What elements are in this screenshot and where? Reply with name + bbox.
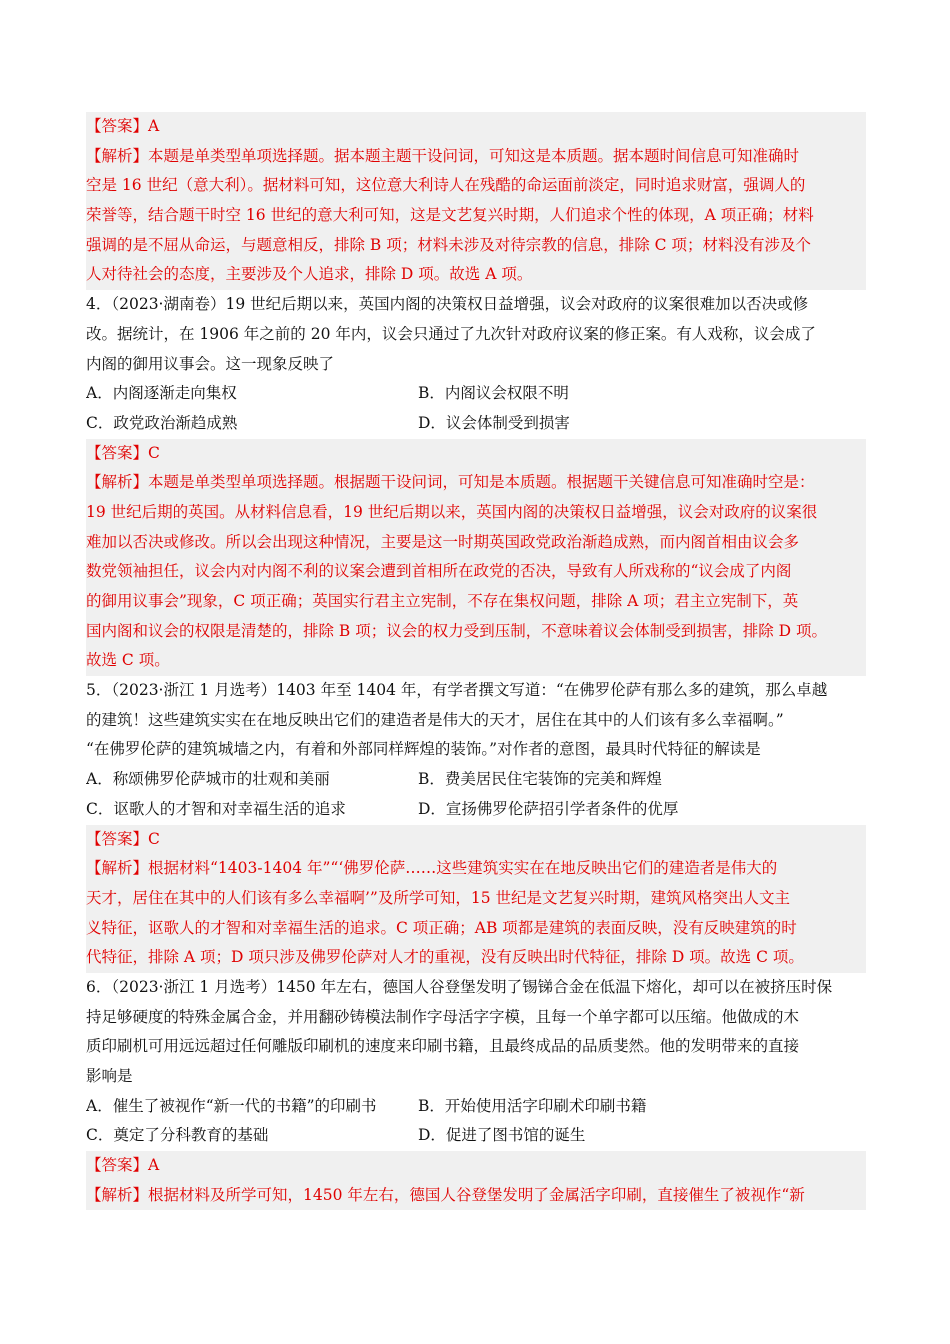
document-page [86,112,866,1210]
q4-analysis-line: 的御用议事会”现象，C 项正确；英国实行君主立宪制，不存在集权问题，排除 A 项；君主立宪制下，英 [86,592,799,610]
q6-option-c: C．奠定了分科教育的基础 [86,1126,269,1145]
q5-analysis-line: 【解析】根据材料“1403-1404 年”“‘佛罗伦萨……这些建筑实实在在地反映出它们的建造者是伟大的 [86,859,778,878]
q6-analysis-line: 【解析】根据材料及所学可知，1450 年左右，德国人谷登堡发明了金属活字印刷，直接催生了被视作“新 [86,1185,805,1204]
q5-answer: 【答案】C [86,829,160,848]
q6-answer-block [86,1151,866,1210]
q4-answer: 【答案】C [86,443,160,462]
q4-analysis-line: 难加以否决或修改。所以会出现这种情况，主要是这一时期英国政党政治渐趋成熟，而内阁首相由议会多 [86,532,800,551]
q6-option-a: A．催生了被视作“新一代的书籍”的印刷书 [86,1096,377,1115]
q3-answer: 【答案】A [86,117,160,135]
q4-analysis-line: 19 世纪后期的英国。从材料信息看，19 世纪后期以来，英国内阁的决策权日益增强，议会对政府的议案很 [86,502,818,521]
q4-options-row [86,379,866,409]
q5-analysis-line: 天才，居住在其中的人们该有多么幸福啊’”及所学可知，15 世纪是文艺复兴时期，建筑风格突出人文主 [86,888,791,907]
q5-option-d: D．宣扬佛罗伦萨招引学者条件的优厚 [418,799,679,818]
q4-analysis-line: 【解析】本题是单类型单项选择题。根据题干设问词，可知是本质题。根据题干关键信息可知准确时空是： [86,473,815,492]
q5-answer-block [86,825,866,973]
q6-stem [86,973,866,1092]
q6-options-row [86,1121,866,1151]
q6-option-d: D．促进了图书馆的诞生 [418,1126,586,1145]
q5-option-c: C．讴歌人的才智和对幸福生活的追求 [86,799,346,818]
q4-stem-line: 内阁的御用议事会。这一现象反映了 [86,354,335,373]
q6-options-row [86,1092,866,1122]
q5-option-b: B．费美居民住宅装饰的完美和辉煌 [418,770,662,789]
q4-stem-line: 改。据统计，在 1906 年之前的 20 年内，议会只通过了九次针对政府议案的修正案。有人戏称，议会成了 [86,324,816,343]
q5-option-a: A．称颂佛罗伦萨城市的壮观和美丽 [86,770,330,789]
q4-stem [86,290,866,379]
q6-stem-line: 持足够硬度的特殊金属合金，并用翻砂铸模法制作字母活字字模，且每一个单字都可以压缩。他做成的木 [86,1007,800,1026]
q6-option-b: B．开始使用活字印刷术印刷书籍 [418,1096,647,1115]
q3-analysis-line: 【解析】本题是单类型单项选择题。据本题主题干设问词，可知这是本质题。据本题时间信息可知准确时 [86,146,800,165]
q4-stem-line: 4．（2023·湖南卷）19 世纪后期以来，英国内阁的决策权日益增强，议会对政府的议案很难加以否决或修 [86,295,809,314]
q6-stem-line: 影响是 [86,1067,133,1085]
q3-analysis-line: 荣誉等，结合题干时空 16 世纪的意大利可知，这是文艺复兴时期，人们追求个性的体现，A 项正确；材料 [86,206,814,225]
q3-analysis-line: 人对待社会的态度，主要涉及个人追求，排除 D 项。故选 A 项。 [86,265,533,284]
q3-answer-block [86,112,866,290]
q5-analysis-line: 代特征，排除 A 项；D 项只涉及佛罗伦萨对人才的重视，没有反映出时代特征，排除 D 项。故选 C 项。 [86,948,804,967]
q6-answer: 【答案】A [86,1156,160,1175]
q3-analysis-line: 强调的是不屈从命运，与题意相反，排除 B 项；材料未涉及对待宗教的信息，排除 C 项；材料没有涉及个 [86,235,811,254]
q4-analysis-line: 故选 C 项。 [86,651,170,670]
q4-analysis-line: 数党领袖担任，议会内对内阁不利的议案会遭到首相所在政党的否决，导致有人所戏称的“议会成了内阁 [86,562,792,581]
q5-options-row [86,765,866,795]
q5-stem-line: “在佛罗伦萨的建筑城墙之内，有着和外部同样辉煌的装饰。”对作者的意图，最具时代特征的解读是 [86,740,761,759]
q5-stem-line: 5．（2023·浙江 1 月选考）1403 年至 1404 年，有学者撰文写道：“在佛罗伦萨有那么多的建筑，那么卓越 [86,681,828,700]
q5-stem [86,676,866,765]
q6-stem-line: 质印刷机可用远远超过任何雕版印刷机的速度来印刷书籍，且最终成品的品质斐然。他的发明带来的直接 [86,1037,800,1056]
q4-options-row [86,409,866,439]
q5-analysis-line: 义特征，讴歌人的才智和对幸福生活的追求。C 项正确；AB 项都是建筑的表面反映，没有反映建筑的时 [86,918,797,937]
q4-option-b: B．内阁议会权限不明 [418,384,569,403]
q5-options-row [86,795,866,825]
q4-analysis-line: 国内阁和议会的权限是清楚的，排除 B 项；议会的权力受到压制，不意味着议会体制受到损害，排除 D 项。 [86,621,828,640]
q3-analysis-line: 空是 16 世纪（意大利）。据材料可知，这位意大利诗人在残酷的命运面前淡定，同时追求财富，强调人的 [86,176,806,195]
q4-option-a: A．内阁逐渐走向集权 [86,384,237,403]
q6-stem-line: 6．（2023·浙江 1 月选考）1450 年左右，德国人谷登堡发明了锡锑合金在低温下熔化，却可以在被挤压时保 [86,977,833,996]
q4-option-d: D．议会体制受到损害 [418,413,570,432]
q4-option-c: C．政党政治渐趋成熟 [86,413,238,432]
q4-answer-block [86,439,866,677]
q5-stem-line: 的建筑！这些建筑实实在在地反映出它们的建造者是伟大的天才，居住在其中的人们该有多么幸福啊。” [86,710,784,729]
